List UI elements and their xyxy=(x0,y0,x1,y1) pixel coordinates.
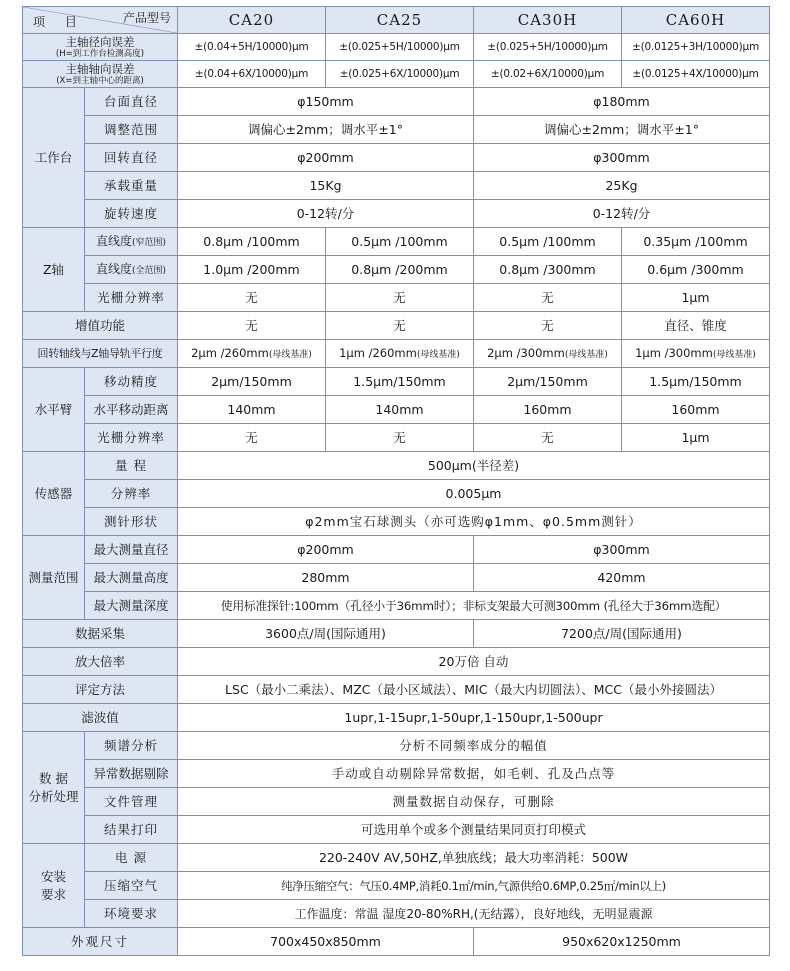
value-cell: 测量数据自动保存，可删除 xyxy=(178,788,770,816)
value-cell: 280mm xyxy=(178,564,474,592)
value-cell: 1.5μm/150mm xyxy=(622,368,770,396)
item-label: 项 目 xyxy=(33,15,85,29)
data-analysis-category-cell xyxy=(23,732,85,844)
value-cell: 工作温度：常温 湿度20-80%RH,(无结露），良好地线，无明显震源 xyxy=(178,900,770,928)
row-label: 直线度 xyxy=(95,261,132,276)
value-cell: 直径、锥度 xyxy=(622,312,770,340)
sensor-row xyxy=(23,508,770,536)
z-axis-row xyxy=(23,228,770,256)
spec-table xyxy=(22,6,770,956)
value-cell: φ200mm xyxy=(178,144,474,172)
data-analysis-category-line2: 分析处理 xyxy=(28,788,79,804)
row-label-note: (全范围) xyxy=(131,265,167,276)
row-label: 文件管理 xyxy=(85,788,178,816)
value-cell: 使用标准探针:100mm（孔径小于36mm时）；非标支架最大可测300mm (孔径大于36mm选配） xyxy=(178,592,770,620)
value-cell: φ300mm xyxy=(474,144,770,172)
z-axis-category: Z轴 xyxy=(23,228,85,312)
value-cell: φ300mm xyxy=(474,536,770,564)
value-cell: 无 xyxy=(474,312,622,340)
value-cell: 700x450x850mm xyxy=(178,928,474,956)
worktable-category: 工作台 xyxy=(23,88,85,228)
spindle-axial-row xyxy=(23,61,770,88)
magnification-row xyxy=(23,648,770,676)
value-cell: 2μm/150mm xyxy=(474,368,622,396)
value-cell: 500μm(半径差) xyxy=(178,452,770,480)
evaluation-label: 评定方法 xyxy=(23,676,178,704)
value-cell: φ2mm宝石球测头（亦可选购φ1mm、φ0.5mm测针） xyxy=(178,508,770,536)
value-cell: ±(0.025+6X/10000)μm xyxy=(326,61,474,88)
value-cell: 无 xyxy=(326,312,474,340)
spindle-radial-label-cell xyxy=(23,34,178,61)
dimensions-label: 外观尺寸 xyxy=(23,928,178,956)
value-cell: 调偏心±2mm；调水平±1° xyxy=(178,116,474,144)
installation-category-line2: 要求 xyxy=(40,886,66,902)
measure-range-row xyxy=(23,536,770,564)
value-cell: 无 xyxy=(178,424,326,452)
value-cell: 0.5μm /100mm xyxy=(326,228,474,256)
model-header: CA30H xyxy=(474,7,622,34)
value-cell: 160mm xyxy=(622,396,770,424)
value-cell: 手动或自动剔除异常数据，如毛刺、孔及凸点等 xyxy=(178,760,770,788)
row-label: 结果打印 xyxy=(85,816,178,844)
spindle-radial-label: 主轴径向误差 xyxy=(65,35,135,49)
sensor-category: 传感器 xyxy=(23,452,85,536)
value-cell: 1μm xyxy=(622,424,770,452)
value-cell: 可选用单个或多个测量结果同页打印模式 xyxy=(178,816,770,844)
row-label: 光栅分辨率 xyxy=(85,284,178,312)
value-cell: φ200mm xyxy=(178,536,474,564)
row-label: 台面直径 xyxy=(85,88,178,116)
value-cell: 20万倍 自动 xyxy=(178,648,770,676)
value-cell: 无 xyxy=(326,424,474,452)
value-cell: 分析不同频率成分的幅值 xyxy=(178,732,770,760)
value-cell: 无 xyxy=(178,312,326,340)
row-label: 量 程 xyxy=(85,452,178,480)
row-label: 直线度 xyxy=(95,233,132,248)
row-label: 水平移动距离 xyxy=(85,396,178,424)
value-cell: 1.5μm/150mm xyxy=(326,368,474,396)
model-header: CA25 xyxy=(326,7,474,34)
spindle-radial-note: (H=到工作台检测高度) xyxy=(55,49,145,59)
value-cell xyxy=(474,340,622,368)
row-label: 测针形状 xyxy=(85,508,178,536)
value-cell: 无 xyxy=(178,284,326,312)
data-acq-label: 数据采集 xyxy=(23,620,178,648)
row-label-cell xyxy=(85,228,178,256)
horizontal-arm-row xyxy=(23,396,770,424)
parallelism-suffix: (母线基准) xyxy=(712,349,756,360)
parallelism-label: 回转轴线与Z轴导轨平行度 xyxy=(23,340,178,368)
row-label: 移动精度 xyxy=(85,368,178,396)
value-cell: 220-240V AV,50HZ,单独底线；最大功率消耗：500W xyxy=(178,844,770,872)
measure-range-row xyxy=(23,564,770,592)
value-cell: 1.0μm /200mm xyxy=(178,256,326,284)
row-label: 调整范围 xyxy=(85,116,178,144)
evaluation-row xyxy=(23,676,770,704)
row-label: 光栅分辨率 xyxy=(85,424,178,452)
value-cell: LSC（最小二乘法）、MZC（最小区域法）、MIC（最大内切圆法）、MCC（最小外接圆法） xyxy=(178,676,770,704)
spindle-radial-row xyxy=(23,34,770,61)
installation-row xyxy=(23,900,770,928)
value-cell: 0.5μm /100mm xyxy=(474,228,622,256)
parallelism-suffix: (母线基准) xyxy=(416,349,460,360)
value-cell: 420mm xyxy=(474,564,770,592)
data-analysis-category-line1: 数 据 xyxy=(39,770,68,786)
value-cell: 0.005μm xyxy=(178,480,770,508)
header-corner-cell xyxy=(23,7,178,34)
value-cell: ±(0.02+6X/10000)μm xyxy=(474,61,622,88)
value-cell: 纯净压缩空气：气压0.4MP,消耗0.1㎡/min,气源供给0.6MP,0.25㎡/min以上) xyxy=(178,872,770,900)
value-cell: ±(0.0125+4X/10000)μm xyxy=(622,61,770,88)
filter-label: 滤波值 xyxy=(23,704,178,732)
data-acq-row xyxy=(23,620,770,648)
value-cell: 0.6μm /300mm xyxy=(622,256,770,284)
row-label: 频谱分析 xyxy=(85,732,178,760)
value-cell: 无 xyxy=(474,424,622,452)
sensor-row xyxy=(23,480,770,508)
row-label: 最大测量高度 xyxy=(85,564,178,592)
enhanced-row xyxy=(23,312,770,340)
worktable-row xyxy=(23,88,770,116)
value-cell: φ180mm xyxy=(474,88,770,116)
spindle-axial-label: 主轴轴向误差 xyxy=(65,62,135,76)
value-cell: 7200点/周(国际通用) xyxy=(474,620,770,648)
row-label: 电 源 xyxy=(85,844,178,872)
value-cell: 140mm xyxy=(178,396,326,424)
horizontal-arm-row xyxy=(23,424,770,452)
value-cell: 1μm xyxy=(622,284,770,312)
filter-row xyxy=(23,704,770,732)
product-model-label: 产品型号 xyxy=(122,11,171,25)
installation-category-line1: 安装 xyxy=(40,868,66,884)
value-cell: 0-12转/分 xyxy=(474,200,770,228)
worktable-row xyxy=(23,144,770,172)
data-analysis-row xyxy=(23,732,770,760)
parallelism-value: 1μm /260mm xyxy=(339,345,417,360)
installation-row xyxy=(23,844,770,872)
measure-range-row xyxy=(23,592,770,620)
z-axis-row xyxy=(23,256,770,284)
value-cell xyxy=(326,340,474,368)
row-label: 最大测量直径 xyxy=(85,536,178,564)
row-label: 异常数据剔除 xyxy=(85,760,178,788)
value-cell xyxy=(178,340,326,368)
spec-sheet xyxy=(22,6,769,956)
value-cell: 0.8μm /100mm xyxy=(178,228,326,256)
header-row xyxy=(23,7,770,34)
value-cell: 15Kg xyxy=(178,172,474,200)
model-header: CA60H xyxy=(622,7,770,34)
row-label: 压缩空气 xyxy=(85,872,178,900)
value-cell: 950x620x1250mm xyxy=(474,928,770,956)
data-analysis-row xyxy=(23,760,770,788)
value-cell: 25Kg xyxy=(474,172,770,200)
magnification-label: 放大倍率 xyxy=(23,648,178,676)
value-cell: 0.35μm /100mm xyxy=(622,228,770,256)
worktable-row xyxy=(23,116,770,144)
worktable-row xyxy=(23,172,770,200)
parallelism-value: 2μm /260mm xyxy=(191,345,269,360)
data-analysis-row xyxy=(23,816,770,844)
spindle-axial-label-cell xyxy=(23,61,178,88)
value-cell: 0.8μm /200mm xyxy=(326,256,474,284)
value-cell: 无 xyxy=(474,284,622,312)
parallelism-value: 1μm /300mm xyxy=(635,345,713,360)
value-cell: 0-12转/分 xyxy=(178,200,474,228)
measure-range-category: 测量范围 xyxy=(23,536,85,620)
value-cell: 3600点/周(国际通用) xyxy=(178,620,474,648)
value-cell: 2μm/150mm xyxy=(178,368,326,396)
row-label: 承载重量 xyxy=(85,172,178,200)
value-cell: ±(0.04+6X/10000)μm xyxy=(178,61,326,88)
worktable-row xyxy=(23,200,770,228)
spindle-axial-note: (X=到主轴中心的距离) xyxy=(56,76,144,86)
row-label: 分辨率 xyxy=(85,480,178,508)
value-cell: 0.8μm /300mm xyxy=(474,256,622,284)
row-label-cell xyxy=(85,256,178,284)
parallelism-row xyxy=(23,340,770,368)
row-label: 环境要求 xyxy=(85,900,178,928)
row-label-note: (窄范围) xyxy=(131,237,167,248)
value-cell: ±(0.025+5H/10000)μm xyxy=(326,34,474,61)
installation-row xyxy=(23,872,770,900)
row-label: 最大测量深度 xyxy=(85,592,178,620)
parallelism-suffix: (母线基准) xyxy=(564,349,608,360)
value-cell: 1upr,1-15upr,1-50upr,1-150upr,1-500upr xyxy=(178,704,770,732)
row-label: 旋转速度 xyxy=(85,200,178,228)
sensor-row xyxy=(23,452,770,480)
dimensions-row xyxy=(23,928,770,956)
z-axis-row xyxy=(23,284,770,312)
value-cell: 160mm xyxy=(474,396,622,424)
parallelism-suffix: (母线基准) xyxy=(268,349,312,360)
enhanced-label: 增值功能 xyxy=(23,312,178,340)
value-cell xyxy=(622,340,770,368)
value-cell: ±(0.0125+3H/10000)μm xyxy=(622,34,770,61)
row-label: 回转直径 xyxy=(85,144,178,172)
value-cell: 调偏心±2mm；调水平±1° xyxy=(474,116,770,144)
horizontal-arm-category: 水平臂 xyxy=(23,368,85,452)
model-header: CA20 xyxy=(178,7,326,34)
parallelism-value: 2μm /300mm xyxy=(487,345,565,360)
value-cell: φ150mm xyxy=(178,88,474,116)
value-cell: 无 xyxy=(326,284,474,312)
installation-category-cell xyxy=(23,844,85,928)
data-analysis-row xyxy=(23,788,770,816)
horizontal-arm-row xyxy=(23,368,770,396)
value-cell: 140mm xyxy=(326,396,474,424)
value-cell: ±(0.04+5H/10000)μm xyxy=(178,34,326,61)
value-cell: ±(0.025+5H/10000)μm xyxy=(474,34,622,61)
